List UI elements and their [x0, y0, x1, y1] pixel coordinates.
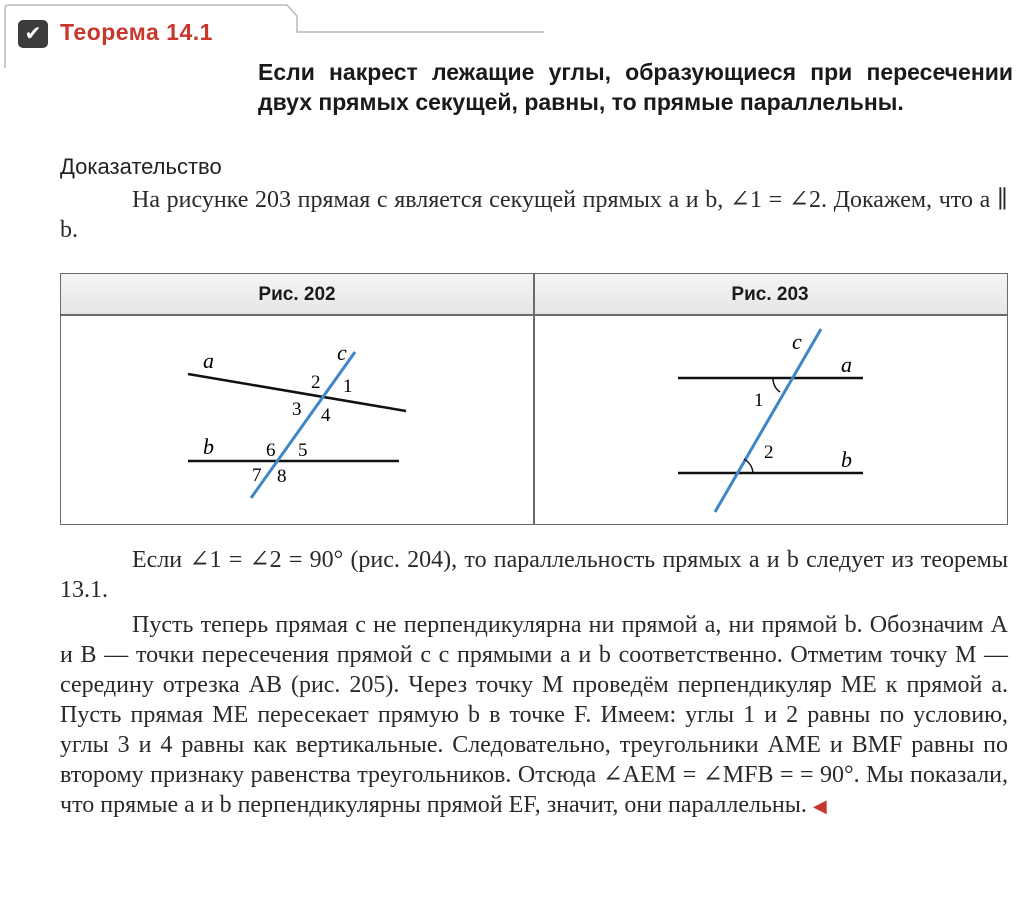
figure-202-caption: Рис. 202	[258, 284, 336, 305]
fig202-angle-6: 6	[266, 440, 276, 461]
figure-203-caption: Рис. 203	[731, 284, 809, 305]
fig203-label-a: a	[841, 352, 852, 377]
end-of-proof-marker: ◀	[812, 796, 827, 816]
fig202-angle-5: 5	[298, 440, 308, 461]
fig202-angle-4: 4	[321, 405, 331, 426]
theorem-statement: Если накрест лежащие углы, образующиеся при пересечении двух прямых секущей, равны, то прямые параллельны.	[258, 59, 1013, 115]
fig202-line-c	[251, 352, 355, 498]
proof-paragraph-3	[60, 610, 1008, 821]
fig202-angle-1: 1	[343, 376, 353, 397]
fig203-line-c	[715, 329, 821, 512]
fig203-angle-2: 2	[764, 442, 774, 463]
proof-paragraph-3-text: Пусть теперь прямая c не перпендикулярна ни прямой a, ни прямой b. Обозначим A и B — точки пересечения прямой c с прямыми a и b соответственно. Отметим точку M — середину отрезка AB (рис. 205). Через точку M проведём перпендикуляр ME к прямой a. Пусть прямая ME пересекает прямую b в точке F. Имеем: углы 1 и 2 равны по условию, углы 3 и 4 равны как вертикальные. Следовательно, треугольники AME и BMF равны по второму признаку равенства треугольников. Отсюда ∠AEM = ∠MFB = = 90°. Мы показали, что прямые a и b перпендикулярны прямой EF, значит, они параллельны.	[60, 612, 1008, 818]
proof-paragraph-1: На рисунке 203 прямая c является секущей прямых a и b, ∠1 = ∠2. Докажем, что a ∥ b.	[60, 187, 1008, 243]
check-icon: ✔	[18, 20, 48, 48]
theorem-title: Теорема 14.1	[60, 19, 213, 45]
fig203-label-c: c	[792, 329, 802, 354]
fig202-label-c: c	[337, 340, 347, 365]
fig203-angle-1-arc	[773, 378, 780, 392]
fig202-angle-2: 2	[311, 372, 321, 393]
fig203-label-b: b	[841, 447, 852, 472]
fig202-angle-7: 7	[252, 465, 262, 486]
figure-203	[678, 329, 863, 512]
fig202-angle-3: 3	[292, 399, 302, 420]
figures-drawing	[61, 316, 1007, 523]
fig202-angle-8: 8	[277, 466, 287, 487]
figure-202	[188, 340, 406, 498]
proof-heading: Доказательство	[60, 154, 222, 179]
fig202-label-b: b	[203, 434, 214, 459]
proof-paragraph-2: Если ∠1 = ∠2 = 90° (рис. 204), то параллельность прямых a и b следует из теоремы 13.1.	[60, 547, 1008, 603]
fig203-angle-1: 1	[754, 390, 764, 411]
fig202-label-a: a	[203, 348, 214, 373]
